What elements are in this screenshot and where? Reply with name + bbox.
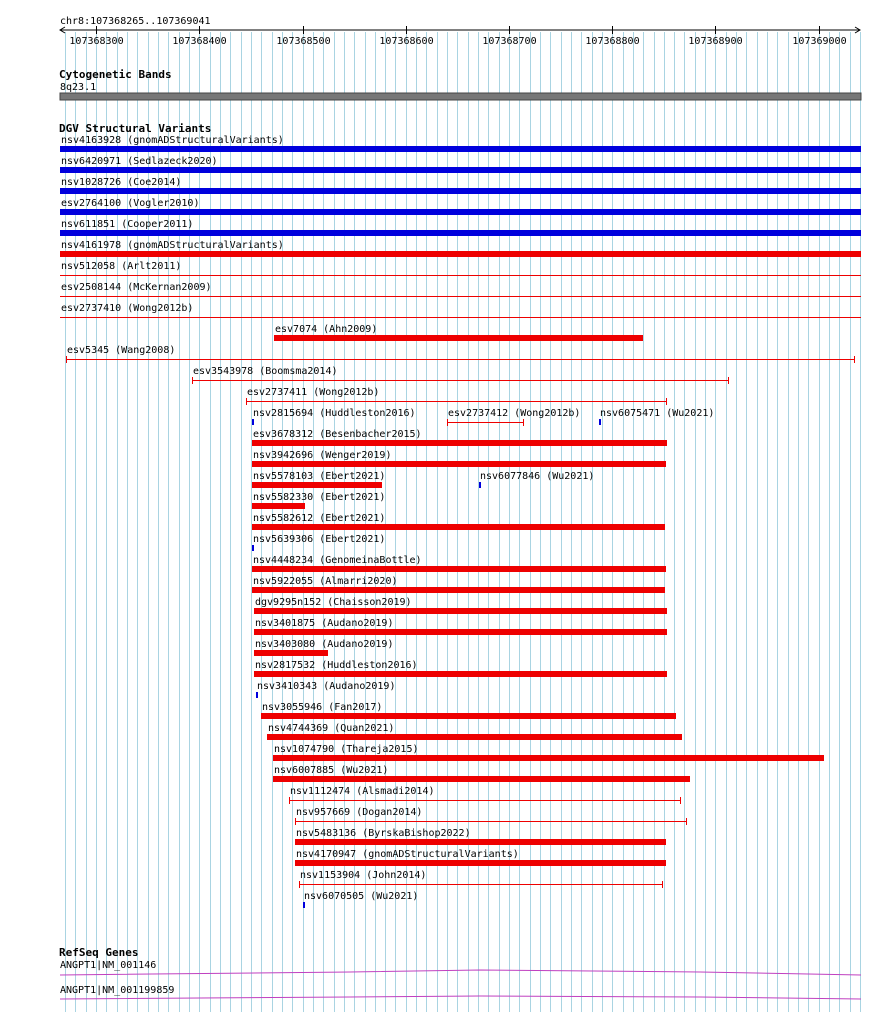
sv-label: dgv9295n152 (Chaisson2019)	[255, 597, 412, 608]
gene-model[interactable]	[60, 996, 861, 999]
sv-feature[interactable]	[254, 608, 667, 614]
sv-label: esv3543978 (Boomsma2014)	[193, 366, 338, 377]
sv-label: nsv6077846 (Wu2021)	[480, 471, 595, 482]
sv-label: esv5345 (Wang2008)	[67, 345, 176, 356]
sv-feature[interactable]	[274, 335, 643, 341]
sv-feature[interactable]	[60, 251, 861, 257]
sv-feature[interactable]	[261, 713, 676, 719]
sv-label: esv2737412 (Wong2012b)	[448, 408, 581, 419]
sv-feature[interactable]	[252, 503, 305, 509]
ruler-tick-label: 107368400	[172, 36, 227, 47]
sv-feature[interactable]	[599, 419, 601, 425]
sv-feature[interactable]	[303, 902, 305, 908]
sv-feature[interactable]	[60, 146, 861, 152]
ruler-tick-label: 107368900	[688, 36, 743, 47]
sv-feature[interactable]	[295, 839, 666, 845]
sv-label: nsv1074790 (Thareja2015)	[274, 744, 419, 755]
sv-feature[interactable]	[252, 482, 382, 488]
ruler-tick-label: 107368300	[69, 36, 124, 47]
sv-label: nsv3942696 (Wenger2019)	[253, 450, 392, 461]
sv-feature[interactable]	[252, 419, 254, 425]
sv-feature[interactable]	[267, 734, 682, 740]
sv-label: nsv6070505 (Wu2021)	[304, 891, 419, 902]
sv-label: nsv6007885 (Wu2021)	[274, 765, 389, 776]
ruler-tick-label: 107368700	[482, 36, 537, 47]
sv-label: nsv1028726 (Coe2014)	[61, 177, 182, 188]
sv-label: nsv4448234 (GenomeinaBottle)	[253, 555, 422, 566]
sv-label: nsv5483136 (ByrskaBishop2022)	[296, 828, 471, 839]
sv-feature[interactable]	[252, 461, 666, 467]
sv-label: nsv5582330 (Ebert2021)	[253, 492, 386, 503]
sv-label: esv2737411 (Wong2012b)	[247, 387, 380, 398]
sv-label: nsv4170947 (gnomADStructuralVariants)	[296, 849, 519, 860]
sv-feature[interactable]	[252, 440, 667, 446]
sv-label: nsv611851 (Cooper2011)	[61, 219, 194, 230]
sv-feature[interactable]	[254, 650, 328, 656]
ruler-tick-label: 107368500	[276, 36, 331, 47]
sv-feature[interactable]	[254, 671, 667, 677]
sv-label: nsv6075471 (Wu2021)	[600, 408, 715, 419]
sv-feature[interactable]	[273, 776, 690, 782]
gene-label: ANGPT1|NM_001146	[60, 960, 157, 971]
sv-label: nsv3401875 (Audano2019)	[255, 618, 394, 629]
ruler-tick-label: 107369000	[792, 36, 847, 47]
gene-model[interactable]	[60, 970, 861, 975]
sv-label: esv2737410 (Wong2012b)	[61, 303, 194, 314]
sv-feature[interactable]	[60, 167, 861, 173]
sv-label: nsv5922055 (Almarri2020)	[253, 576, 398, 587]
ruler	[60, 16, 860, 47]
sv-label: esv7074 (Ahn2009)	[275, 324, 378, 335]
sv-label: nsv5639306 (Ebert2021)	[253, 534, 386, 545]
sv-feature[interactable]	[256, 692, 258, 698]
refseq-track-title: RefSeq Genes	[59, 946, 139, 959]
sv-label: nsv2815694 (Huddleston2016)	[253, 408, 416, 419]
sv-feature[interactable]	[479, 482, 481, 488]
sv-feature[interactable]	[273, 755, 824, 761]
dgv-track-title: DGV Structural Variants	[59, 122, 212, 135]
sv-feature[interactable]	[60, 209, 861, 215]
sv-label: nsv4161978 (gnomADStructuralVariants)	[61, 240, 284, 251]
sv-label: nsv3055946 (Fan2017)	[262, 702, 383, 713]
sv-label: nsv5582612 (Ebert2021)	[253, 513, 386, 524]
cytoband-label: 8q23.1	[60, 82, 97, 93]
gene-label: ANGPT1|NM_001199859	[60, 985, 175, 996]
sv-feature[interactable]	[60, 230, 861, 236]
ruler-tick-label: 107368800	[585, 36, 640, 47]
sv-label: nsv1112474 (Alsmadi2014)	[290, 786, 435, 797]
ruler-tick-label: 107368600	[379, 36, 434, 47]
cytoband-bar[interactable]	[60, 93, 861, 100]
cytoband-track-title: Cytogenetic Bands	[59, 68, 172, 81]
sv-label: nsv4163928 (gnomADStructuralVariants)	[61, 135, 284, 146]
sv-feature[interactable]	[295, 860, 666, 866]
sv-label: nsv2817532 (Huddleston2016)	[255, 660, 418, 671]
sv-label: nsv512058 (Arlt2011)	[61, 261, 182, 272]
sv-feature[interactable]	[252, 545, 254, 551]
sv-feature[interactable]	[60, 188, 861, 194]
sv-label: nsv1153904 (John2014)	[300, 870, 427, 881]
region-label: chr8:107368265..107369041	[60, 16, 211, 27]
sv-label: esv3678312 (Besenbacher2015)	[253, 429, 422, 440]
sv-label: esv2508144 (McKernan2009)	[61, 282, 212, 293]
sv-label: nsv4744369 (Quan2021)	[268, 723, 395, 734]
sv-feature[interactable]	[254, 629, 667, 635]
sv-label: esv2764100 (Vogler2010)	[61, 198, 200, 209]
sv-label: nsv3403080 (Audano2019)	[255, 639, 394, 650]
sv-label: nsv3410343 (Audano2019)	[257, 681, 396, 692]
sv-label: nsv5578103 (Ebert2021)	[253, 471, 386, 482]
sv-label: nsv6420971 (Sedlazeck2020)	[61, 156, 218, 167]
sv-label: nsv957669 (Dogan2014)	[296, 807, 423, 818]
sv-feature[interactable]	[252, 566, 666, 572]
sv-feature[interactable]	[252, 587, 665, 593]
sv-feature[interactable]	[252, 524, 665, 530]
dgv-features	[60, 135, 861, 908]
